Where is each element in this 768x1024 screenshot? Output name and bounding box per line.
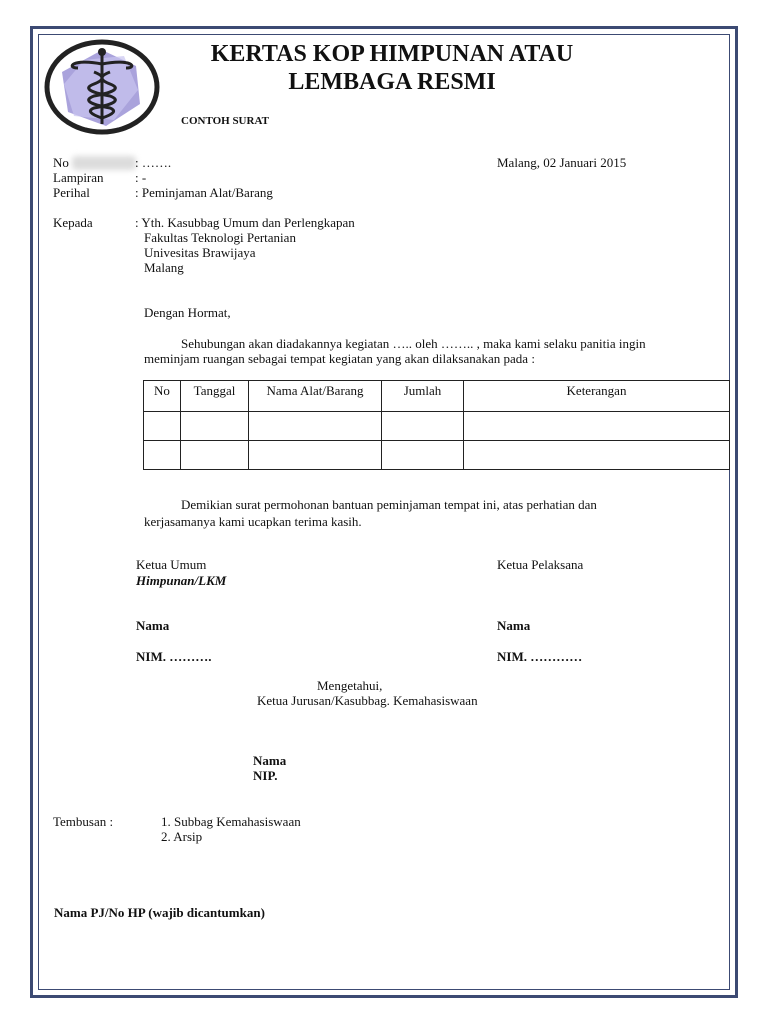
paragraph1-line2: meminjam ruangan sebagai tempat kegiatan yang akan dilaksanakan pada : — [144, 351, 535, 366]
no-value: : ……. — [135, 155, 172, 170]
redacted-number — [72, 156, 136, 170]
recipient-line1: : Yth. Kasubbag Umum dan Perlengkapan — [135, 215, 355, 230]
acknowledgement-name: Nama — [253, 753, 287, 768]
salutation: Dengan Hormat, — [144, 305, 231, 320]
table-row — [144, 412, 730, 441]
table-header-cell: Tanggal — [181, 381, 249, 412]
table-header-cell: No — [144, 381, 181, 412]
acknowledgement-label: Mengetahui, — [317, 678, 383, 693]
kepada-label: Kepada — [53, 215, 93, 230]
paragraph2-line1: Demikian surat permohonan bantuan peminjaman tempat ini, atas perhatian dan — [181, 497, 597, 512]
tembusan-item: 2. Arsip — [161, 829, 203, 844]
right-signatory-title: Ketua Pelaksana — [497, 557, 584, 572]
table-cell — [249, 412, 382, 441]
recipient-line4: Malang — [144, 260, 184, 275]
letterhead-title-line1: KERTAS KOP HIMPUNAN ATAU — [210, 41, 574, 67]
letter-date: Malang, 02 Januari 2015 — [497, 155, 627, 170]
acknowledgement-nip: NIP. — [253, 768, 278, 783]
perihal-label: Perihal — [53, 185, 90, 200]
table-cell — [249, 441, 382, 470]
recipient-line2: Fakultas Teknologi Pertanian — [144, 230, 296, 245]
table-cell — [464, 412, 730, 441]
left-signatory-nim: NIM. ………. — [136, 649, 212, 664]
right-signatory-nim: NIM. ………… — [497, 649, 583, 664]
table-header-cell: Jumlah — [382, 381, 464, 412]
left-signatory-org: Himpunan/LKM — [136, 573, 227, 588]
right-signatory-name: Nama — [497, 618, 531, 633]
table-header-cell: Nama Alat/Barang — [249, 381, 382, 412]
no-label: No — [53, 155, 69, 170]
paragraph1-line1: Sehubungan akan diadakannya kegiatan ….. oleh …….. , maka kami selaku panitia ingin — [181, 336, 646, 351]
recipient-line3: Univesitas Brawijaya — [144, 245, 256, 260]
items-table — [143, 380, 730, 470]
left-signatory-title: Ketua Umum — [136, 557, 207, 572]
sample-label: CONTOH SURAT — [181, 115, 269, 127]
table-cell — [464, 441, 730, 470]
caduceus-logo-icon — [44, 38, 160, 136]
table-cell — [181, 441, 249, 470]
lampiran-label: Lampiran — [53, 170, 104, 185]
table-header-cell: Keterangan — [464, 381, 730, 412]
table-cell — [382, 441, 464, 470]
footer-contact-note: Nama PJ/No HP (wajib dicantumkan) — [54, 905, 265, 920]
lampiran-value: : - — [135, 170, 147, 185]
table-header-row — [144, 381, 730, 412]
left-signatory-name: Nama — [136, 618, 170, 633]
tembusan-item: 1. Subbag Kemahasiswaan — [161, 814, 301, 829]
table-cell — [144, 412, 181, 441]
table-cell — [144, 441, 181, 470]
table-row — [144, 441, 730, 470]
letterhead-title-line2: LEMBAGA RESMI — [288, 69, 496, 95]
paragraph2-line2: kerjasamanya kami ucapkan terima kasih. — [144, 514, 362, 529]
acknowledgement-title: Ketua Jurusan/Kasubbag. Kemahasiswaan — [257, 693, 478, 708]
table-cell — [181, 412, 249, 441]
perihal-value: : Peminjaman Alat/Barang — [135, 185, 273, 200]
tembusan-label: Tembusan : — [53, 814, 114, 829]
table-cell — [382, 412, 464, 441]
